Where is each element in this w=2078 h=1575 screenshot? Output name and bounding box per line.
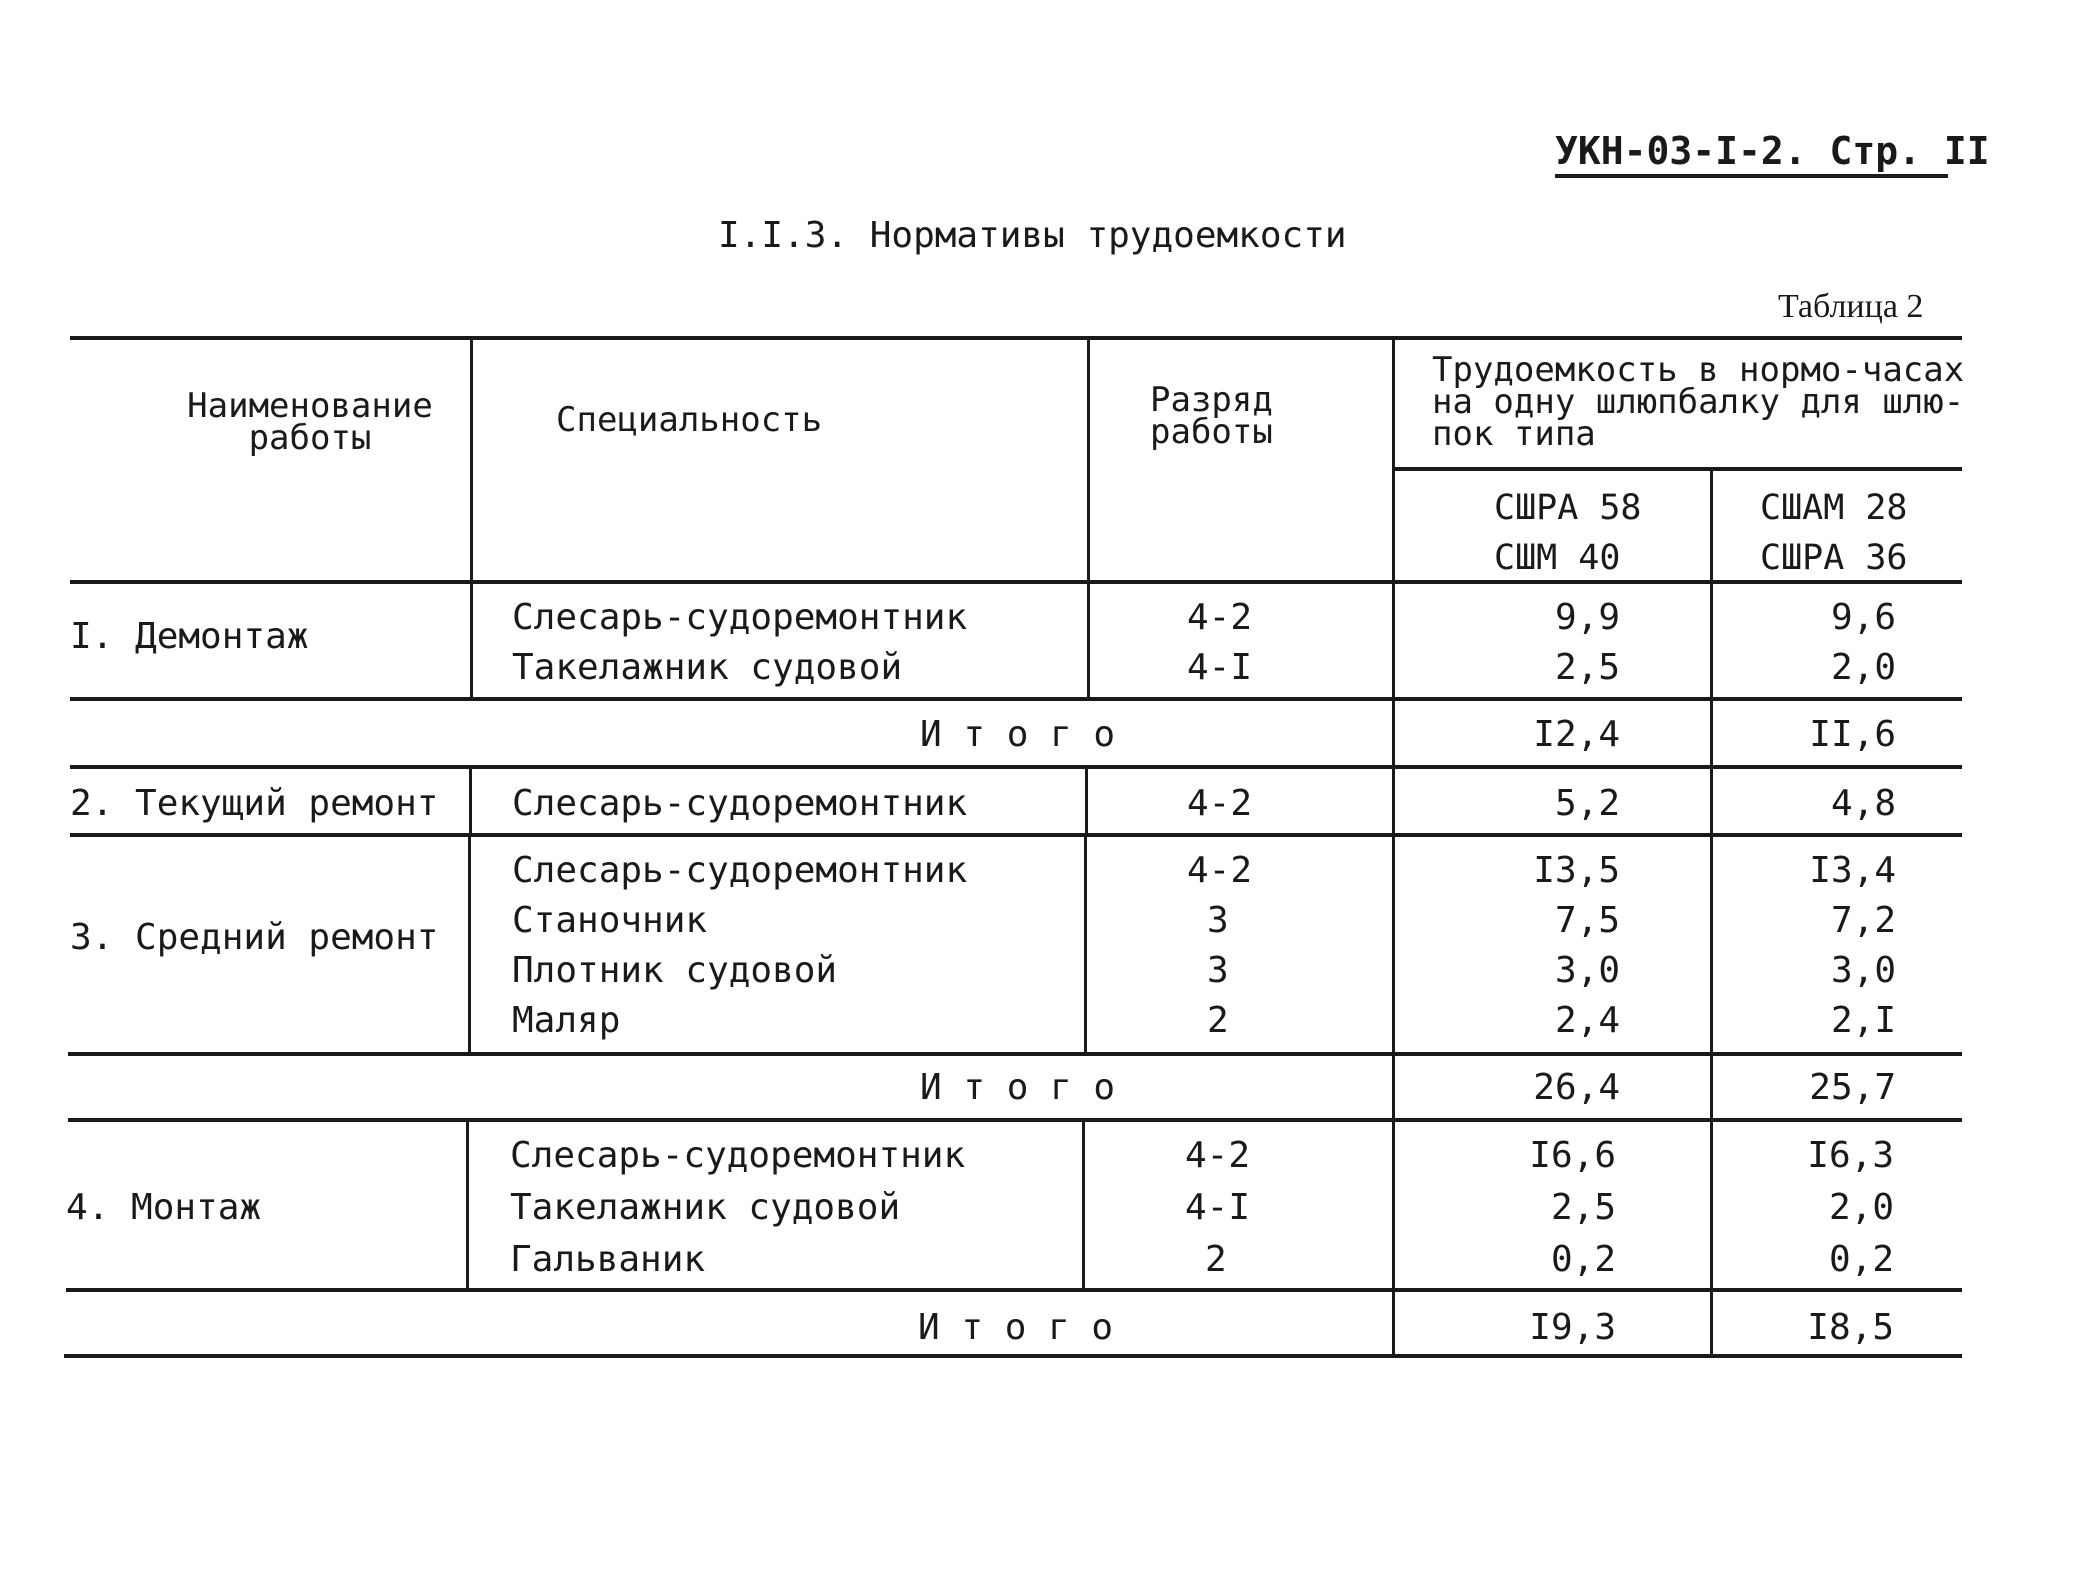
table-row-6-specialty: Плотник судовой: [512, 950, 838, 991]
table-row-1-b: 9,6: [1830, 597, 1896, 638]
col-divider-work-specialty-g3: [468, 835, 471, 1054]
table-row-4-a: I3,5: [1533, 850, 1620, 891]
table-row-5-grade: 3: [1207, 900, 1229, 941]
table-top-rule: [70, 336, 1962, 340]
table-row-4-specialty: Слесарь-судоремонтник: [512, 850, 968, 891]
table-row-9-b: 2,0: [1828, 1187, 1894, 1228]
table-row-3-a: 5,2: [1554, 783, 1620, 824]
col-divider-work-specialty-g2: [469, 767, 472, 835]
work-name-group-3: 3. Средний ремонт: [70, 917, 439, 958]
total-group-1-a: I2,4: [1533, 714, 1620, 755]
table-row-2-specialty: Такелажник судовой: [512, 647, 903, 688]
header-type-a: СШРА 58 СШМ 40: [1494, 488, 1642, 578]
group3-rule: [68, 1052, 1962, 1056]
table-label: Таблица 2: [1778, 288, 1924, 325]
table-row-3-specialty: Слесарь-судоремонтник: [512, 783, 968, 824]
total-label-group-3: И т о г о: [920, 1067, 1116, 1108]
table-row-9-a: 2,5: [1550, 1187, 1616, 1228]
table-row-5-a: 7,5: [1554, 900, 1620, 941]
col-divider-type-a-b: [1710, 467, 1713, 1356]
header-grade: Разряд работы: [1150, 380, 1273, 452]
table-row-7-specialty: Маляр: [512, 1000, 621, 1041]
table-row-8-b: I6,3: [1807, 1135, 1894, 1176]
group1-total-rule: [70, 765, 1962, 769]
col-divider-work-specialty: [470, 336, 473, 699]
table-row-2-grade: 4-I: [1187, 647, 1253, 688]
col-divider-specialty-grade: [1087, 336, 1090, 699]
work-name-group-1: I. Демонтаж: [70, 616, 309, 657]
table-row-6-b: 3,0: [1830, 950, 1896, 991]
group1-rule: [70, 697, 1962, 701]
header-type-b: СШАМ 28 СШРА 36: [1760, 488, 1908, 578]
table-row-7-a: 2,4: [1554, 1000, 1620, 1041]
table-row-2-a: 2,5: [1554, 647, 1620, 688]
table-row-1-grade: 4-2: [1187, 597, 1253, 638]
work-name-group-4: 4. Монтаж: [66, 1187, 262, 1228]
table-row-10-a: 0,2: [1550, 1239, 1616, 1280]
table-row-10-b: 0,2: [1828, 1239, 1894, 1280]
header-bottom-rule: [70, 580, 1962, 584]
table-row-9-specialty: Такелажник судовой: [510, 1187, 901, 1228]
total-group-4-b: I8,5: [1807, 1307, 1894, 1348]
document-code-underline: [1555, 174, 1948, 178]
section-title: I.I.3. Нормативы трудоемкости: [718, 215, 1347, 256]
table-row-1-specialty: Слесарь-судоремонтник: [512, 597, 968, 638]
table-row-8-a: I6,6: [1529, 1135, 1616, 1176]
total-group-3-a: 26,4: [1533, 1067, 1620, 1108]
col-divider-grade-labor: [1392, 336, 1395, 1356]
table-row-6-a: 3,0: [1554, 950, 1620, 991]
header-labor: Трудоемкость в нормо-часах на одну шлюпбалку для шлю- пок типа: [1432, 350, 1965, 454]
work-name-group-2: 2. Текущий ремонт: [70, 783, 439, 824]
table-row-3-b: 4,8: [1830, 783, 1896, 824]
table-row-10-grade: 2: [1205, 1239, 1227, 1280]
table-row-3-grade: 4-2: [1187, 783, 1253, 824]
col-divider-specialty-grade-g4: [1082, 1120, 1085, 1290]
header-work-name: Наименование работы: [187, 386, 433, 458]
table-row-9-grade: 4-I: [1185, 1187, 1251, 1228]
document-code: УКН-03-I-2. Стр. II: [1555, 129, 1990, 173]
table-row-2-b: 2,0: [1830, 647, 1896, 688]
col-divider-specialty-grade-g2: [1085, 767, 1088, 835]
table-bottom-rule: [64, 1354, 1962, 1358]
table-row-5-specialty: Станочник: [512, 900, 708, 941]
table-row-8-specialty: Слесарь-судоремонтник: [510, 1135, 966, 1176]
table-row-4-grade: 4-2: [1187, 850, 1253, 891]
col-divider-work-specialty-g4: [466, 1120, 469, 1290]
total-group-4-a: I9,3: [1529, 1307, 1616, 1348]
group4-rule: [66, 1288, 1962, 1292]
group2-rule: [70, 833, 1962, 837]
table-row-8-grade: 4-2: [1185, 1135, 1251, 1176]
total-label-group-1: И т о г о: [920, 714, 1116, 755]
col-divider-specialty-grade-g3: [1084, 835, 1087, 1054]
table-row-1-a: 9,9: [1554, 597, 1620, 638]
group3-total-rule: [68, 1118, 1962, 1122]
header-specialty: Специальность: [556, 400, 823, 440]
table-row-7-grade: 2: [1207, 1000, 1229, 1041]
labor-subheader-rule: [1392, 467, 1962, 471]
total-label-group-4: И т о г о: [918, 1307, 1114, 1348]
table-row-5-b: 7,2: [1830, 900, 1896, 941]
table-row-7-b: 2,I: [1830, 1000, 1896, 1041]
table-row-6-grade: 3: [1207, 950, 1229, 991]
table-row-4-b: I3,4: [1809, 850, 1896, 891]
table-row-10-specialty: Гальваник: [510, 1239, 706, 1280]
total-group-3-b: 25,7: [1809, 1067, 1896, 1108]
total-group-1-b: II,6: [1809, 714, 1896, 755]
